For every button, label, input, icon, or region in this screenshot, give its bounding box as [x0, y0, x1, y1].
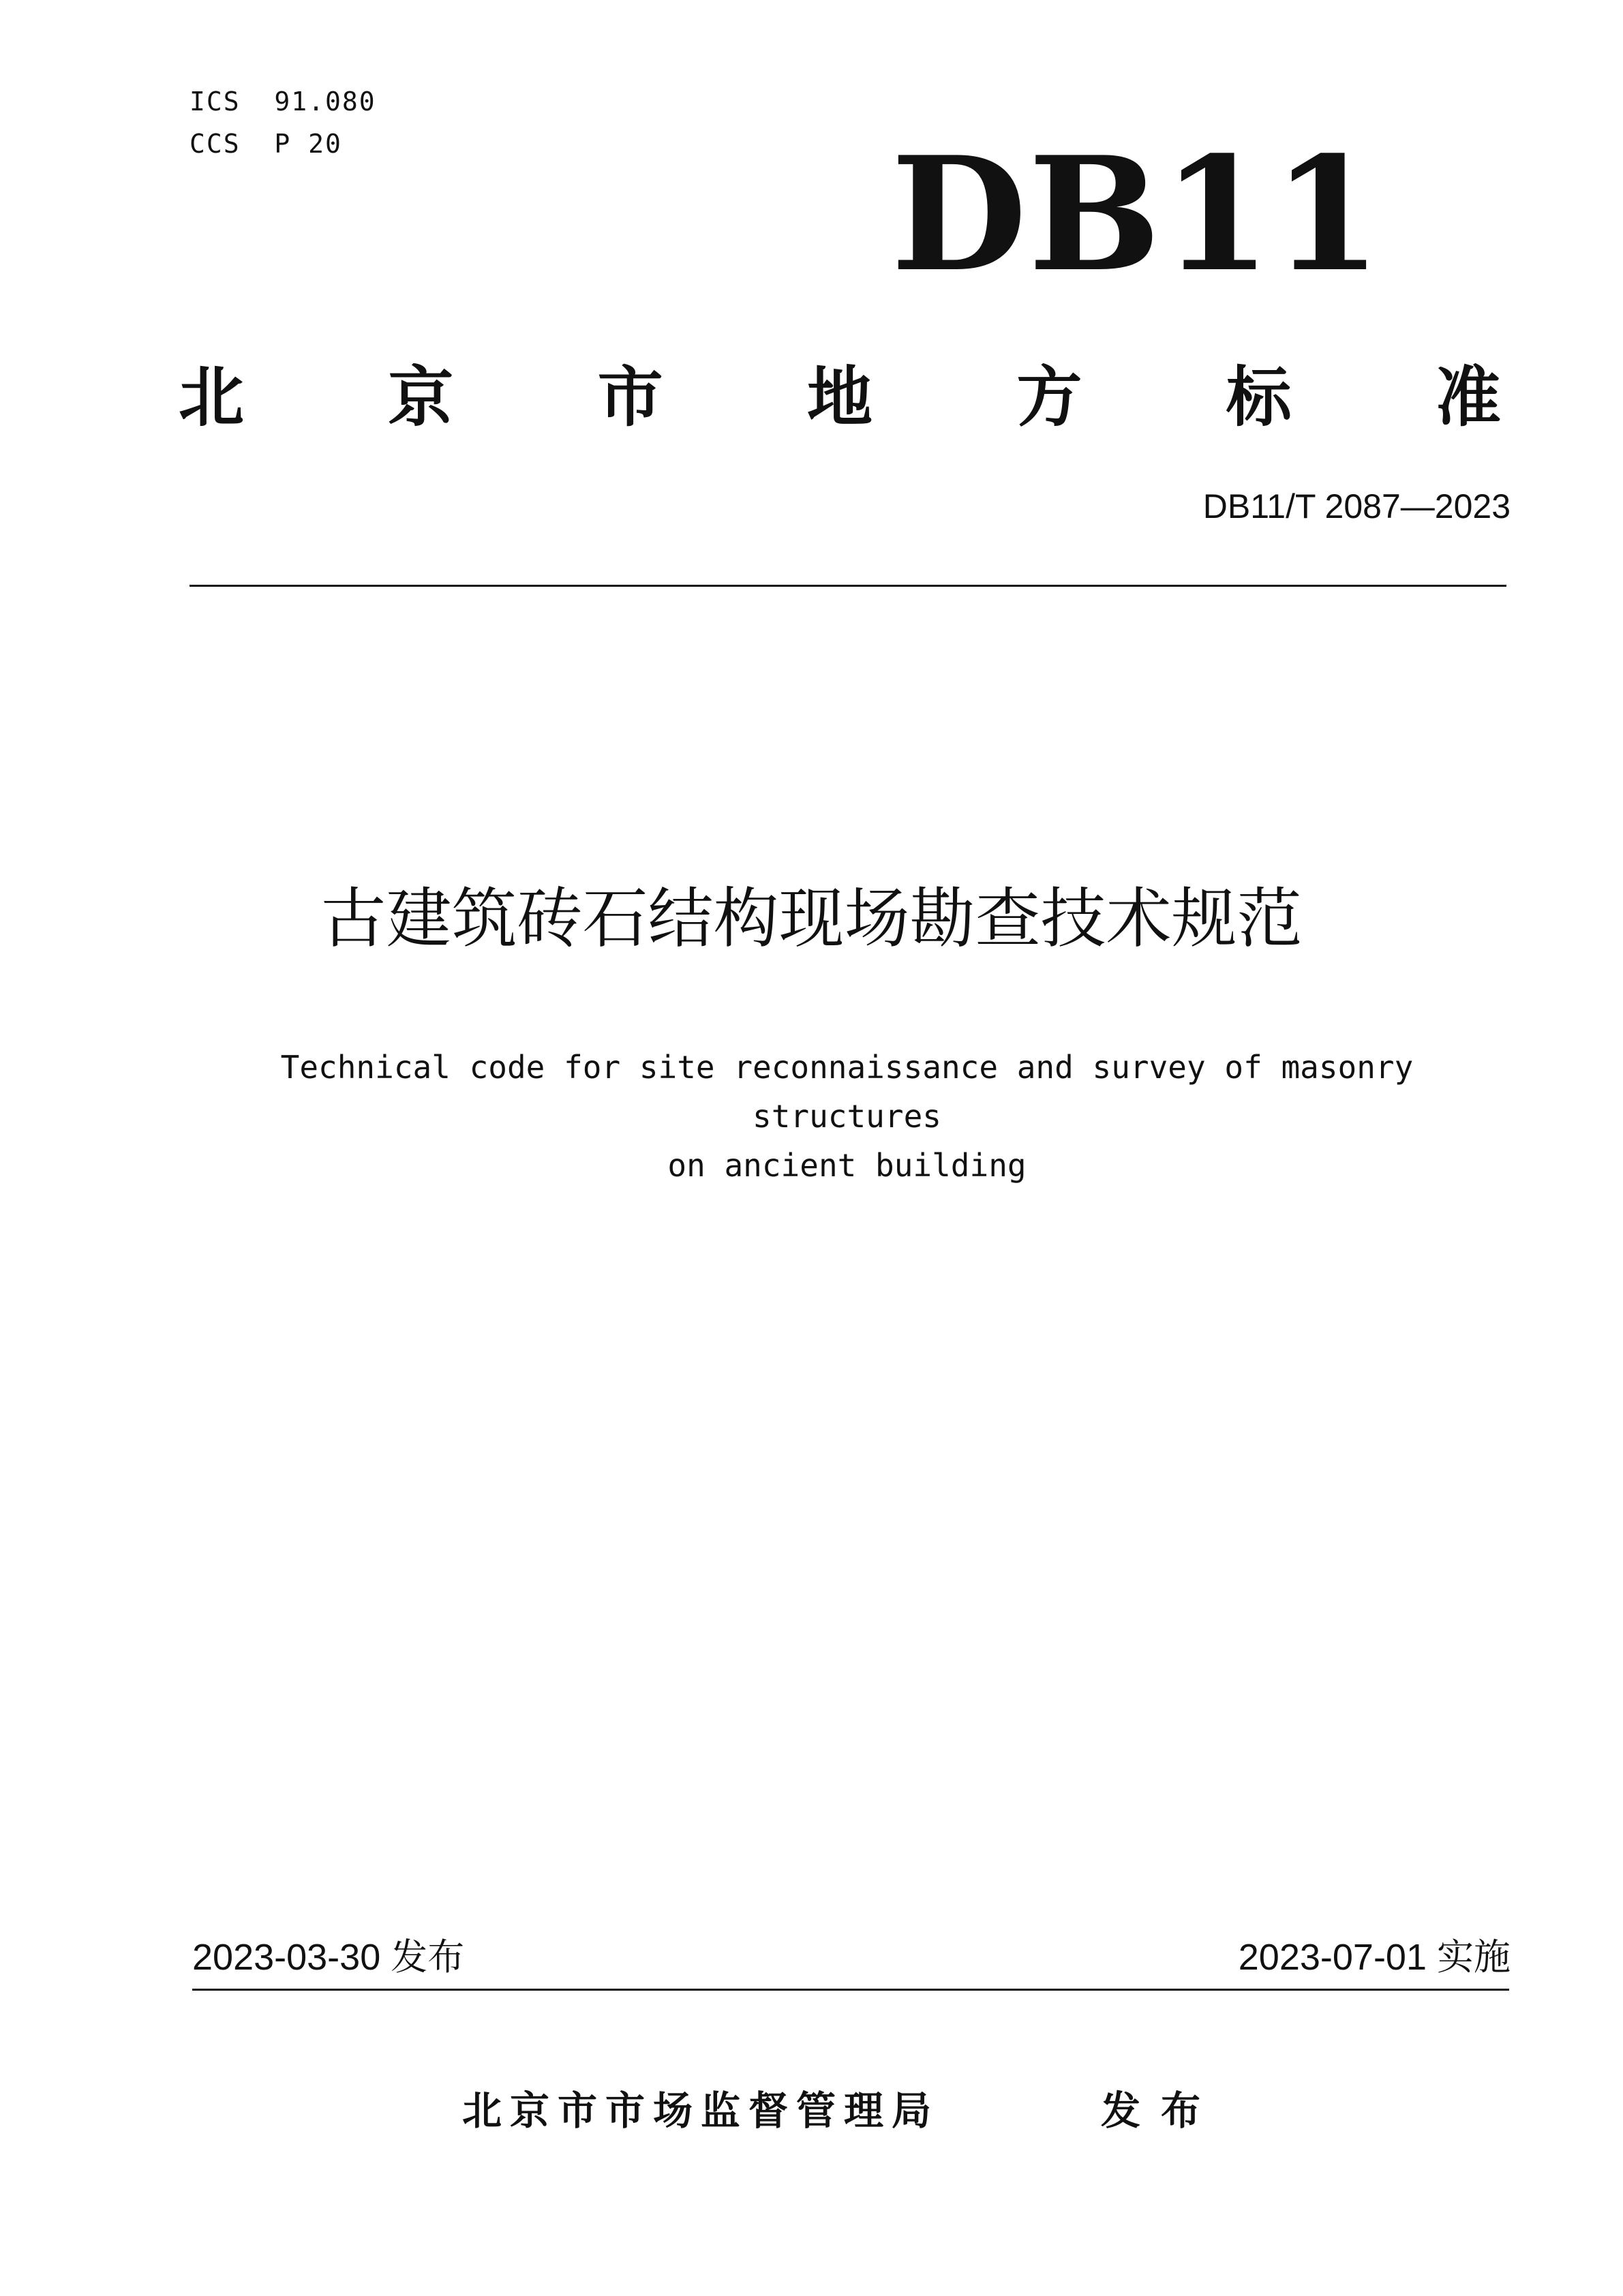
issue-date: 2023-03-30 发布 [192, 1937, 465, 1978]
ics-code: ICS 91.080 [189, 87, 376, 117]
top-divider [189, 585, 1506, 587]
standard-type-char: 市 [597, 359, 663, 435]
standard-mark: DB11 [891, 123, 1383, 307]
standard-type-char: 京 [388, 359, 454, 435]
standard-type-char: 准 [1435, 359, 1501, 435]
title-english-line-1: Technical code for site reconnaissance and survey of masonry structures [280, 1049, 1414, 1135]
title-chinese: 古建筑砖石结构现场勘查技术规范 [320, 881, 1303, 957]
issuer-action: 发布 [1101, 2087, 1222, 2134]
bottom-divider [192, 1989, 1509, 1991]
classification-codes [189, 80, 376, 165]
issuer-name: 北京市市场监督管理局 [462, 2087, 940, 2134]
standard-number: DB11/T 2087—2023 [1202, 487, 1511, 525]
standard-type-char: 北 [179, 359, 244, 435]
ccs-code: CCS P 20 [189, 129, 342, 159]
standard-type-heading [179, 359, 1501, 435]
title-english [184, 1043, 1510, 1190]
standard-type-char: 标 [1226, 359, 1292, 435]
title-english-line-2: on ancient building [667, 1147, 1027, 1184]
effective-date: 2023-07-01 实施 [1238, 1937, 1511, 1978]
standard-type-char: 地 [806, 359, 873, 435]
standard-type-char: 方 [1016, 359, 1082, 435]
